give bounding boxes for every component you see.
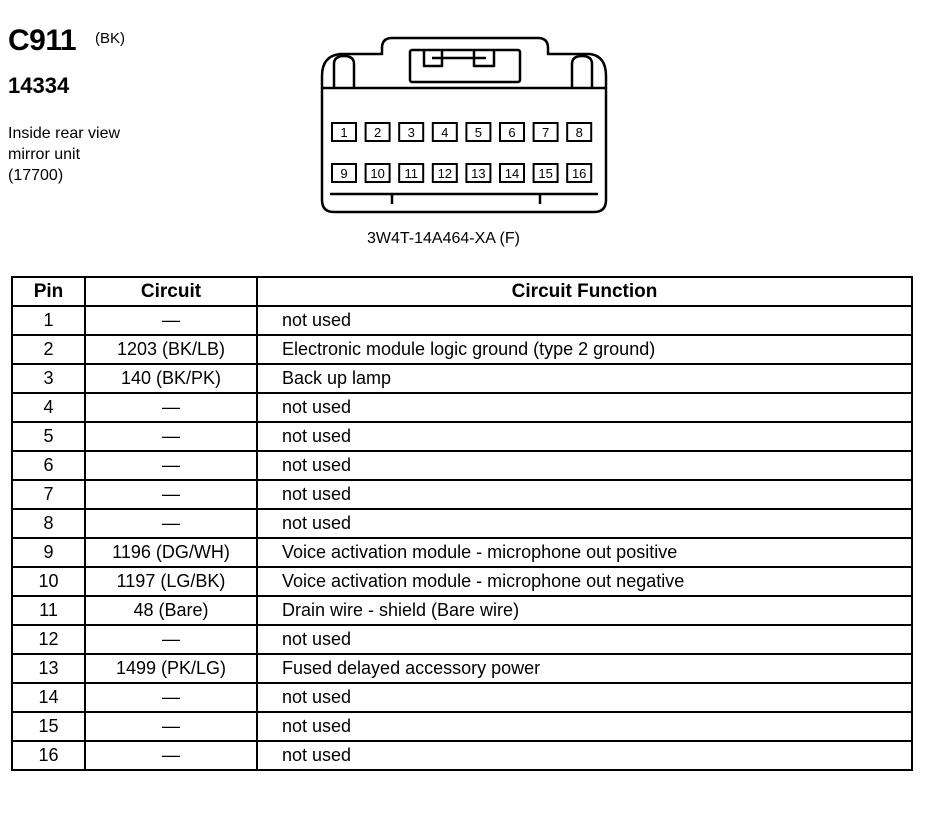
connector-id: C911 [8,24,77,57]
connector-diagram [310,28,620,228]
pin-number-label: 4 [441,125,449,140]
circuit-cell: 1196 (DG/WH) [85,538,257,567]
pin-number-label: 11 [404,166,418,181]
circuit-cell: — [85,741,257,770]
pin-number-label: 5 [474,125,483,140]
circuit-cell: — [85,712,257,741]
pin-cell: 12 [12,625,85,654]
table-row [12,393,912,422]
table-row [12,538,912,567]
function-cell: Voice activation module - microphone out negative [257,567,912,596]
pin-row-bottom [332,164,591,182]
circuit-cell: — [85,683,257,712]
pin-number-label: 10 [370,166,385,181]
pin-number-label: 8 [575,125,583,140]
function-cell: not used [257,451,912,480]
pin-cell: 14 [12,683,85,712]
circuit-cell: — [85,422,257,451]
circuit-cell: — [85,625,257,654]
pin-number-label: 14 [504,166,520,181]
table-header-row [12,277,912,306]
circuit-cell: 1203 (BK/LB) [85,335,257,364]
table-row [12,683,912,712]
pin-number-label: 16 [571,166,587,181]
function-cell: not used [257,393,912,422]
pin-cell: 15 [12,712,85,741]
circuit-cell: 48 (Bare) [85,596,257,625]
table-row [12,364,912,393]
pin-cell: 8 [12,509,85,538]
column-header-circuit: Circuit [85,277,257,306]
part-number: 14334 [8,73,70,98]
pin-number-label: 3 [407,125,415,140]
function-cell: Fused delayed accessory power [257,654,912,683]
pin-cell: 13 [12,654,85,683]
table-row [12,625,912,654]
pin-number-label: 15 [538,166,553,181]
description-line: (17700) [8,167,64,184]
connector-color: (BK) [95,30,125,47]
connector-description [8,123,120,186]
circuit-cell: — [85,509,257,538]
pin-cell: 9 [12,538,85,567]
circuit-cell: — [85,480,257,509]
table-row [12,451,912,480]
function-cell: not used [257,509,912,538]
function-cell: not used [257,422,912,451]
pin-cell: 16 [12,741,85,770]
pin-cell: 6 [12,451,85,480]
pin-number-label: 7 [541,125,550,140]
function-cell: not used [257,683,912,712]
circuit-cell: — [85,451,257,480]
pin-number-label: 6 [508,125,516,140]
function-cell: Voice activation module - microphone out positive [257,538,912,567]
pin-cell: 4 [12,393,85,422]
pin-cell: 1 [12,306,85,335]
table-row [12,654,912,683]
pin-number-label: 13 [471,166,486,181]
pin-table [11,276,913,771]
circuit-cell: — [85,306,257,335]
function-cell: Drain wire - shield (Bare wire) [257,596,912,625]
pin-number-label: 2 [373,125,382,140]
pin-cell: 2 [12,335,85,364]
table-row [12,596,912,625]
function-cell: Electronic module logic ground (type 2 ground) [257,335,912,364]
table-row [12,509,912,538]
table-row [12,741,912,770]
circuit-cell: 140 (BK/PK) [85,364,257,393]
pin-number-label: 12 [437,166,453,181]
table-row [12,335,912,364]
description-line: mirror unit [8,146,81,163]
table-row [12,567,912,596]
function-cell: Back up lamp [257,364,912,393]
column-header-function: Circuit Function [257,277,912,306]
function-cell: not used [257,306,912,335]
pin-cell: 11 [12,596,85,625]
function-cell: not used [257,712,912,741]
function-cell: not used [257,480,912,509]
pin-row-top [332,123,591,141]
table-row [12,422,912,451]
table-row [12,306,912,335]
circuit-cell: 1499 (PK/LG) [85,654,257,683]
function-cell: not used [257,741,912,770]
pin-cell: 10 [12,567,85,596]
column-header-pin: Pin [12,277,85,306]
pin-cell: 5 [12,422,85,451]
pin-cell: 3 [12,364,85,393]
circuit-cell: 1197 (LG/BK) [85,567,257,596]
description-line: Inside rear view [8,125,121,142]
pin-number-label: 1 [340,125,348,140]
function-cell: not used [257,625,912,654]
table-row [12,712,912,741]
circuit-cell: — [85,393,257,422]
pin-cell: 7 [12,480,85,509]
pin-number-label: 9 [340,166,348,181]
table-row [12,480,912,509]
housing-part-number: 3W4T-14A464-XA (F) [367,230,520,247]
